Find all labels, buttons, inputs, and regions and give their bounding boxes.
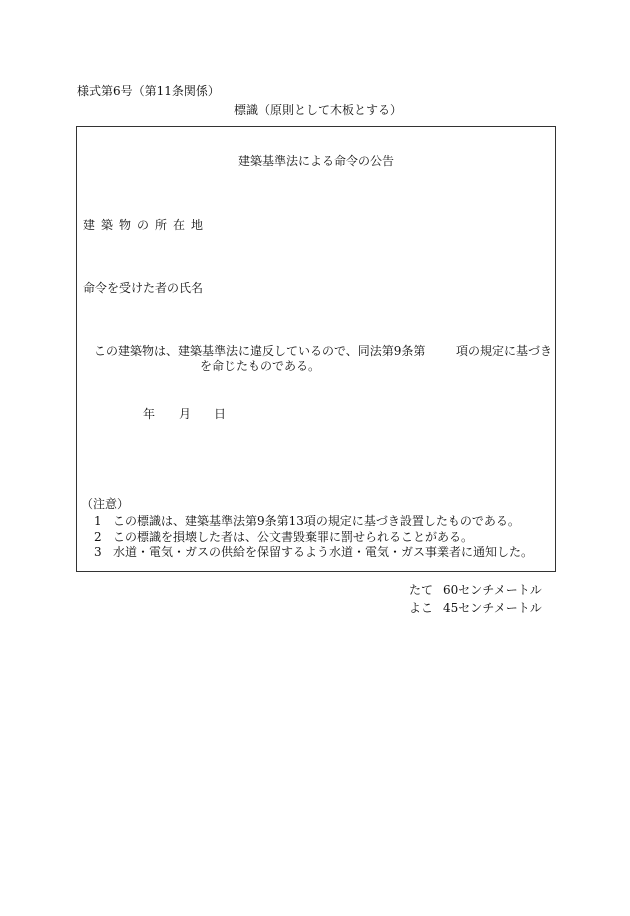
size-height-value: 60センチメートル bbox=[443, 583, 542, 597]
note-number: 3 bbox=[94, 545, 102, 559]
date-day-label: 日 bbox=[214, 407, 227, 421]
size-height-label: たて bbox=[409, 583, 434, 597]
size-width-label: よこ bbox=[409, 601, 434, 615]
recipient-name-label: 命令を受けた者の氏名 bbox=[83, 281, 204, 295]
notice-title: 建築基準法による命令の公告 bbox=[238, 154, 395, 168]
note-number: 2 bbox=[94, 530, 102, 544]
date-year-label: 年 bbox=[143, 407, 156, 421]
notes-heading: （注意） bbox=[81, 497, 130, 511]
note-text: この標識を損壊した者は、公文書毀棄罪に罰せられることがある。 bbox=[113, 530, 474, 544]
notice-body-line1: この建築物は、建築基準法に違反しているので、同法第9条第 bbox=[94, 344, 426, 358]
size-width-value: 45センチメートル bbox=[443, 601, 542, 615]
sign-title: 標識（原則として木板とする） bbox=[234, 103, 403, 117]
note-text: この標識は、建築基準法第9条第13項の規定に基づき設置したものである。 bbox=[113, 514, 520, 528]
notice-body-line2: を命じたものである。 bbox=[200, 359, 321, 373]
notice-body-line1-end: 項の規定に基づき bbox=[456, 344, 553, 358]
note-number: 1 bbox=[94, 514, 102, 528]
note-text: 水道・電気・ガスの供給を保留するよう水道・電気・ガス事業者に通知した。 bbox=[113, 545, 534, 559]
form-number: 様式第6号（第11条関係） bbox=[77, 84, 220, 98]
building-location-label: 建築物の所在地 bbox=[83, 218, 210, 232]
date-month-label: 月 bbox=[179, 407, 192, 421]
